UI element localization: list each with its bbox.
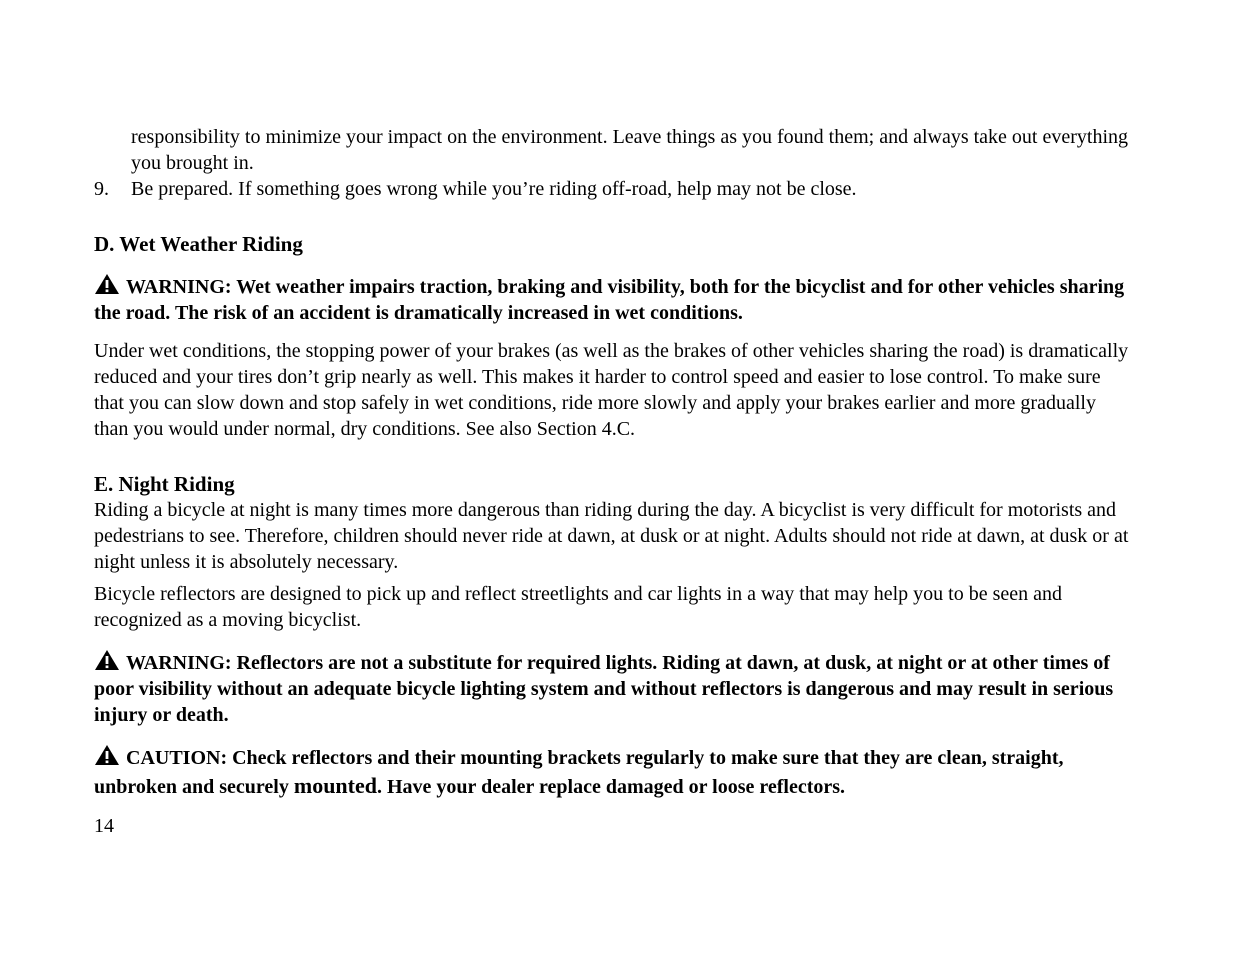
reflector-caution: [94, 744, 1134, 801]
warning-text: WARNING: Reflectors are not a substitute for required lights. Riding at dawn, at dusk, at night or at other times of poor visibility without an adequate bicycle lighting system and without reflectors is dangerous and may result in serious injury or death.: [94, 652, 1114, 726]
page-number: 14: [94, 815, 114, 837]
wet-weather-warning: [94, 273, 1134, 326]
warning-triangle-icon: [94, 744, 120, 766]
list-item-text: Be prepared. If something goes wrong while you’re riding off-road, help may not be close.: [131, 178, 857, 200]
caution-text-emphasis: mounted: [293, 773, 377, 798]
night-riding-paragraph-1: Riding a bicycle at night is many times more dangerous than riding during the day. A bicyclist is very difficult for motorists and pedestrians to see. Therefore, children should never ride at dawn, at dusk or at night. Adults should not ride at dawn, at dusk or at night unless it is absolutely necessary.: [94, 499, 1129, 573]
warning-triangle-icon: [94, 273, 120, 295]
warning-triangle-icon: [94, 649, 120, 671]
caution-text-part1: CAUTION: Check reflectors and their mounting brackets regularly to make sure that they are clean, straight, unbroken and securely: [94, 747, 1064, 798]
section-e-heading: E. Night Riding: [94, 472, 235, 496]
wet-weather-paragraph: Under wet conditions, the stopping power of your brakes (as well as the brakes of other vehicles sharing the road) is dramatically reduced and your tires don’t grip nearly as well. This makes it harder to control speed and easier to lose control. To make sure that you can slow down and stop safely in wet conditions, ride more slowly and apply your brakes earlier and more gradually than you would under normal, dry conditions. See also Section 4.C.: [94, 340, 1129, 440]
reflector-warning: [94, 649, 1134, 728]
list-number: 9.: [94, 178, 109, 200]
list-item-9: [94, 176, 1134, 202]
warning-text: WARNING: Wet weather impairs traction, braking and visibility, both for the bicyclist and for other vehicles sharing the road. The risk of an accident is dramatically increased in wet conditions.: [94, 276, 1125, 324]
section-d-heading: D. Wet Weather Riding: [94, 232, 303, 256]
continued-list-item: responsibility to minimize your impact on the environment. Leave things as you found them; and always take out everything you brought in.: [131, 126, 1129, 174]
caution-text-part2: . Have your dealer replace damaged or loose reflectors.: [377, 776, 846, 798]
night-riding-paragraph-2: Bicycle reflectors are designed to pick up and reflect streetlights and car lights in a way that may help you to be seen and recognized as a moving bicyclist.: [94, 583, 1062, 631]
document-page: [94, 124, 1134, 801]
